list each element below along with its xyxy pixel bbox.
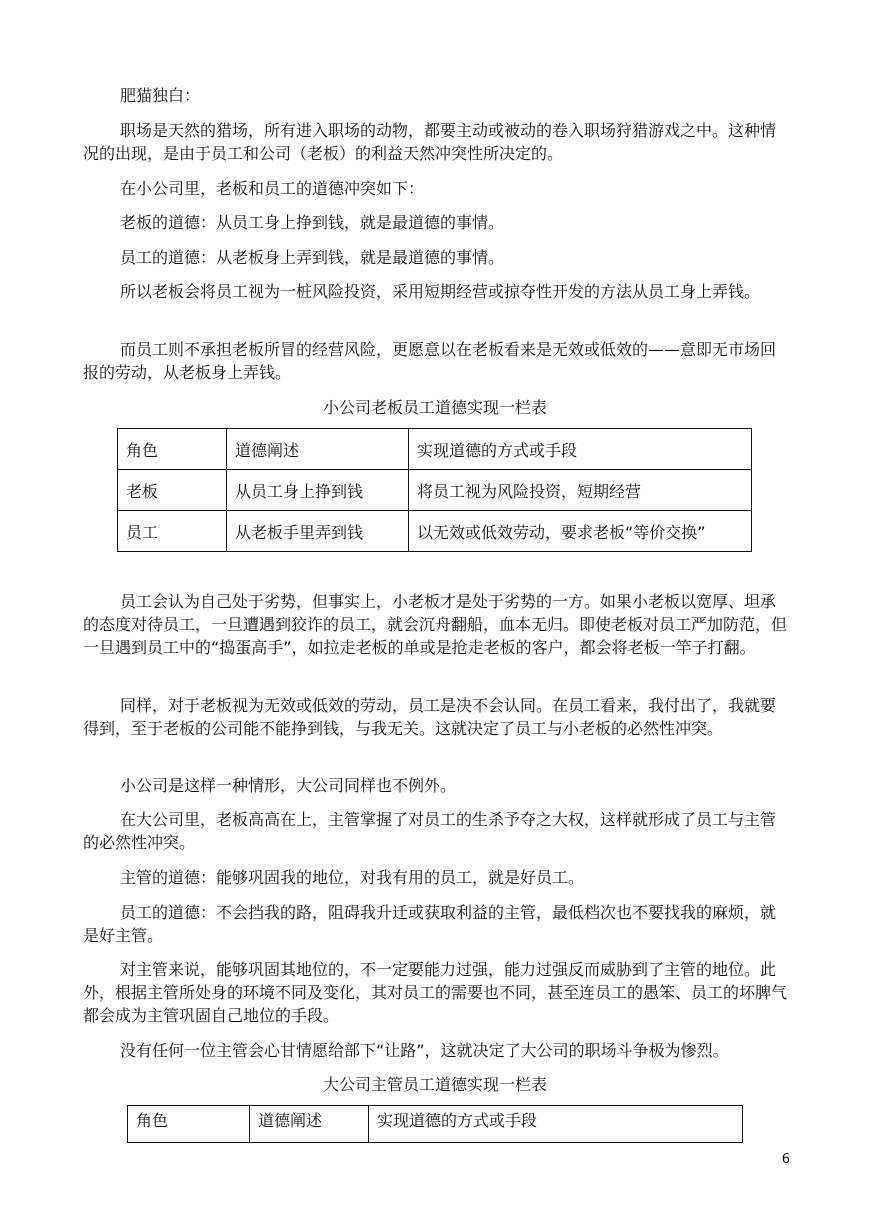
table-caption: 小公司老板员工道德实现一栏表 [322, 398, 547, 417]
paragraph: 员工的道德：从老板身上弄到钱，就是最道德的事情。 [120, 248, 505, 267]
table-cell: 角色 [118, 429, 227, 470]
small-company-table [117, 428, 752, 552]
paragraph: 小公司是这样一种情形，大公司同样也不例外。 [120, 776, 457, 795]
table-cell: 以无效或低效劳动，要求老板“等价交换” [409, 511, 752, 552]
table-caption: 大公司主管员工道德实现一栏表 [322, 1075, 547, 1094]
paragraph: 员工会认为自己处于劣势，但事实上，小老板才是处于劣势的一方。如果小老板以宽厚、坦承的态度对待员工，一旦遭遇到狡诈的员工，就会沉舟翻船，血本无归。即使老板对员工严加防范，但一旦遇到员工中的“捣蛋高手”，如拉走老板的单或是抢走老板的客户，都会将老板一竿子打翻。 [83, 592, 788, 657]
table-cell: 员工 [118, 511, 227, 552]
table-cell: 老板 [118, 470, 227, 511]
paragraph: 老板的道德：从员工身上挣到钱，就是最道德的事情。 [120, 213, 505, 232]
page-number: 6 [781, 1152, 790, 1167]
paragraph: 所以老板会将员工视为一桩风险投资，采用短期经营或掠夺性开发的方法从员工身上弄钱。 [120, 282, 761, 301]
table-cell: 角色 [128, 1106, 250, 1143]
table-cell: 从老板手里弄到钱 [227, 511, 409, 552]
paragraph: 没有任何一位主管会心甘情愿给部下“让路”，这就决定了大公司的职场斗争极为惨烈。 [120, 1041, 729, 1060]
paragraph: 职场是天然的猎场，所有进入职场的动物，都要主动或被动的卷入职场狩猎游戏之中。这种情况的出现，是由于员工和公司（老板）的利益天然冲突性所决定的。 [83, 121, 777, 163]
table-cell: 实现道德的方式或手段 [369, 1106, 743, 1143]
table-row [118, 470, 752, 511]
table-cell: 实现道德的方式或手段 [409, 429, 752, 470]
paragraph: 主管的道德：能够巩固我的地位，对我有用的员工，就是好员工。 [120, 868, 585, 887]
table-header-row [118, 429, 752, 470]
paragraph: 在大公司里，老板高高在上，主管掌握了对员工的生杀予夺之大权，这样就形成了员工与主管的必然性冲突。 [83, 810, 777, 852]
paragraph: 同样，对于老板视为无效或低效的劳动，员工是决不会认同。在员工看来，我付出了，我就要得到，至于老板的公司能不能挣到钱，与我无关。这就决定了员工与小老板的必然性冲突。 [83, 696, 777, 738]
paragraph: 而员工则不承担老板所冒的经营风险，更愿意以在老板看来是无效或低效的——意即无市场回报的劳动，从老板身上弄钱。 [83, 340, 777, 382]
table-header-row [128, 1106, 743, 1143]
table-cell: 将员工视为风险投资，短期经营 [409, 470, 752, 511]
paragraph: 在小公司里，老板和员工的道德冲突如下： [120, 179, 425, 198]
table-cell: 道德阐述 [250, 1106, 369, 1143]
large-company-table [127, 1105, 743, 1143]
table-cell: 从员工身上挣到钱 [227, 470, 409, 511]
paragraph: 员工的道德：不会挡我的路，阻碍我升迁或获取利益的主管，最低档次也不要找我的麻烦，就是好主管。 [83, 903, 777, 945]
table-cell: 道德阐述 [227, 429, 409, 470]
table-row [118, 511, 752, 552]
paragraph: 对主管来说，能够巩固其地位的，不一定要能力过强，能力过强反而威胁到了主管的地位。此外，根据主管所处身的环境不同及变化，其对员工的需要也不同，甚至连员工的愚笨、员工的坏脾气都会成为主管巩固自己地位的手段。 [83, 960, 788, 1025]
paragraph: 肥猫独白： [120, 86, 201, 105]
